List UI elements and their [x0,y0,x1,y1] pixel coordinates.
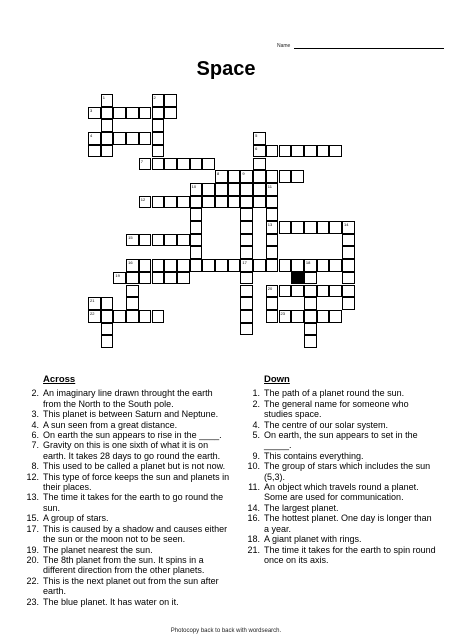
clue-number: 15 [128,234,133,240]
crossword-cell[interactable] [291,259,304,272]
crossword-cell[interactable] [291,221,304,234]
clue-text: The planet nearest the sun. [43,544,153,555]
crossword-cell[interactable] [126,234,139,247]
crossword-cell[interactable] [317,259,330,272]
crossword-cell[interactable] [342,259,355,272]
crossword-cell[interactable] [88,107,101,120]
down-clue [240,534,436,544]
clue-number: 21. [247,544,260,555]
crossword-cell[interactable] [113,107,126,120]
crossword-cell[interactable] [190,183,203,196]
crossword-cell[interactable] [88,132,101,145]
crossword-cell[interactable] [126,272,139,285]
clue-number: 8 [217,171,220,177]
clue-number: 3 [90,107,93,113]
across-clue [19,492,233,513]
crossword-cell[interactable] [240,272,253,285]
clue-number: 20. [26,554,39,565]
clue-text: An imaginary line drawn throught the earth from the North to the South pole. [43,388,213,409]
crossword-cell[interactable] [88,297,101,310]
clue-text: The blue planet. It has water on it. [43,596,179,607]
crossword-cell[interactable] [177,158,190,171]
crossword-cell[interactable] [240,259,253,272]
crossword-cell[interactable] [177,259,190,272]
clue-number: 23. [26,596,39,607]
clue-number: 7. [31,440,39,451]
down-clue [240,430,436,451]
clue-text: The group of stars which includes the sun (5,3). [264,461,431,482]
crossword-cell[interactable] [329,285,342,298]
crossword-cell[interactable] [266,170,279,183]
down-clue [240,399,436,420]
clue-number: 19 [115,272,120,278]
crossword-cell[interactable] [228,170,241,183]
crossword-cell[interactable] [126,259,139,272]
clue-number: 4. [31,419,39,430]
crossword-cell[interactable] [240,246,253,259]
crossword-cell[interactable] [240,196,253,209]
crossword-cell[interactable] [240,285,253,298]
crossword-cell[interactable] [279,145,292,158]
crossword-cell[interactable] [228,183,241,196]
clue-number: 6 [255,145,258,151]
crossword-cell[interactable] [202,259,215,272]
crossword-cell[interactable] [342,234,355,247]
crossword-cell[interactable] [253,145,266,158]
crossword-cell[interactable] [139,272,152,285]
crossword-cell[interactable] [113,310,126,323]
clue-number: 19. [26,544,39,555]
crossword-cell[interactable] [253,196,266,209]
clue-number: 4. [252,419,260,430]
clue-number: 16 [128,260,133,266]
crossword-cell[interactable] [304,323,317,336]
crossword-cell[interactable] [139,259,152,272]
crossword-cell[interactable] [152,234,165,247]
clue-number: 6. [31,430,39,441]
across-clue [19,430,233,440]
crossword-cell[interactable] [152,196,165,209]
down-clue-list [240,388,436,565]
clue-number: 22. [26,575,39,586]
down-clue [240,513,436,534]
across-clue-list [19,388,233,607]
page-title: Space [196,58,256,80]
across-clue [19,472,233,493]
crossword-cell[interactable] [279,221,292,234]
crossword-cell[interactable] [190,234,203,247]
crossword-cell[interactable] [304,145,317,158]
crossword-cell[interactable] [152,272,165,285]
crossword-cell[interactable] [291,145,304,158]
clue-number: 14. [247,502,260,513]
crossword-cell[interactable] [342,297,355,310]
clue-text: A sun seen from a great distance. [43,419,178,430]
clue-number: 13 [267,222,273,227]
crossword-cell[interactable] [139,158,152,171]
crossword-cell[interactable] [164,94,177,107]
crossword-cell[interactable] [266,145,279,158]
crossword-cell[interactable] [304,297,317,310]
clue-text: This is caused by a shadow and causes either the sun or the moon not to be seen. [43,523,228,545]
clue-number: 4 [90,133,93,139]
crossword-cell[interactable] [177,234,190,247]
crossword-cell[interactable] [329,145,342,158]
crossword-cell[interactable] [139,234,152,247]
crossword-cell[interactable] [139,196,152,209]
crossword-cell[interactable] [240,310,253,323]
crossword-cell[interactable] [228,196,241,209]
crossword-cell[interactable] [266,183,279,196]
clue-text: This used to be called a planet but is not now. [43,461,226,472]
crossword-cell[interactable] [253,170,266,183]
clue-number: 2. [252,398,260,409]
crossword-cell[interactable] [152,107,165,120]
clue-text: This type of force keeps the sun and planets in their places. [43,471,230,493]
crossword-cell[interactable] [215,183,228,196]
clue-number: 20 [267,285,273,291]
crossword-cell[interactable] [126,285,139,298]
crossword-cell[interactable] [266,297,279,310]
crossword-cell[interactable] [164,259,177,272]
clue-number: 11. [248,482,260,493]
crossword-cell[interactable] [253,132,266,145]
crossword-cell[interactable] [266,285,279,298]
crossword-cell[interactable] [253,183,266,196]
across-clue [19,513,233,523]
crossword-cell[interactable] [202,196,215,209]
clue-text: This is the next planet out from the sun after earth. [43,575,219,597]
clue-text: The general name for someone who studies space. [264,398,409,420]
crossword-cell[interactable] [152,145,165,158]
across-clue [19,420,233,430]
across-clue [19,409,233,419]
across-clue [19,576,233,597]
down-clue [240,503,436,513]
crossword-cell[interactable] [329,310,342,323]
crossword-cell[interactable] [126,310,139,323]
crossword-cell[interactable] [253,158,266,171]
crossword-cell[interactable] [240,297,253,310]
crossword-cell[interactable] [240,208,253,221]
crossword-cell[interactable] [101,119,114,132]
down-clue [240,388,436,398]
name-underline[interactable] [294,44,444,49]
crossword-cell[interactable] [291,170,304,183]
clue-number: 10. [247,461,260,472]
crossword-cell[interactable] [317,310,330,323]
down-clues [240,375,436,565]
crossword-cell[interactable] [329,259,342,272]
crossword-cell[interactable] [202,183,215,196]
crossword-cell[interactable] [101,297,114,310]
name-field[interactable] [277,43,444,49]
clue-text: On earth, the sun appears to set in the _____. [264,430,418,451]
crossword-cell[interactable] [101,323,114,336]
crossword-cell[interactable] [304,272,317,285]
crossword-cell[interactable] [240,234,253,247]
clue-number: 10 [191,183,197,189]
crossword-cell[interactable] [291,285,304,298]
clue-text: A giant planet with rings. [264,534,362,545]
crossword-cell[interactable] [266,208,279,221]
crossword-cell[interactable] [279,285,292,298]
crossword-cell[interactable] [126,107,139,120]
crossword-cell[interactable] [304,259,317,272]
crossword-grid [88,94,358,350]
crossword-cell[interactable] [304,285,317,298]
down-clue [240,482,436,503]
crossword-cell[interactable] [240,323,253,336]
across-clue [19,388,233,409]
clue-text: This planet is between Saturn and Neptune. [43,409,219,420]
crossword-cell[interactable] [126,297,139,310]
crossword-cell[interactable] [101,145,114,158]
crossword-cell[interactable] [190,246,203,259]
across-clues [19,375,233,607]
crossword-cell[interactable] [317,285,330,298]
clue-number: 2. [31,388,39,399]
crossword-cell[interactable] [202,158,215,171]
across-clue [19,440,233,461]
crossword-cell[interactable] [215,259,228,272]
clue-text: On earth the sun appears to rise in the ____. [43,430,222,441]
crossword-cell[interactable] [266,234,279,247]
clue-number: 13. [26,492,39,503]
crossword-cell[interactable] [342,221,355,234]
clue-number: 9 [242,171,245,177]
crossword-cell[interactable] [190,196,203,209]
clue-number: 12. [26,471,39,482]
crossword-cell[interactable] [266,221,279,234]
crossword-cell[interactable] [164,272,177,285]
crossword-cell[interactable] [215,170,228,183]
crossword-cell[interactable] [113,132,126,145]
crossword-cell[interactable] [101,94,114,107]
footer-note: Photocopy back to back with wordsearch. [170,628,282,634]
clue-number: 5 [255,133,258,139]
clue-text: This contains everything. [264,450,364,461]
clue-text: The centre of our solar system. [264,419,389,430]
clue-text: An object which travels round a planet. Some are used for communication. [264,482,419,503]
crossword-cell[interactable] [266,259,279,272]
clue-text: Gravity on this is one sixth of what it is on earth. It takes 28 days to go round the earth. [43,440,221,461]
clue-number: 22 [90,310,95,316]
down-clue [240,451,436,461]
crossword-cell[interactable] [152,119,165,132]
clue-number: 17 [242,260,247,266]
clue-number: 17. [26,523,39,534]
crossword-block [291,272,304,285]
crossword-cell[interactable] [240,183,253,196]
clue-number: 16. [247,513,260,524]
clue-text: The 8th planet from the sun. It spins in a different direction from the other planets. [43,554,205,576]
crossword-cell[interactable] [266,246,279,259]
crossword-cell[interactable] [253,259,266,272]
clue-text: The hottest planet. One day is longer than a year. [264,513,432,534]
crossword-cell[interactable] [152,94,165,107]
clue-text: A group of stars. [43,513,109,524]
clue-text: The time it takes for the earth to go round the sun. [43,492,224,513]
crossword-cell[interactable] [266,310,279,323]
crossword-cell[interactable] [139,107,152,120]
clue-number: 21 [90,298,95,304]
clue-number: 14 [344,222,349,227]
crossword-cell[interactable] [342,272,355,285]
clue-number: 18. [247,534,260,545]
crossword-cell[interactable] [164,158,177,171]
crossword-cell[interactable] [190,259,203,272]
crossword-cell[interactable] [279,170,292,183]
crossword-cell[interactable] [152,158,165,171]
crossword-cell[interactable] [304,221,317,234]
crossword-cell[interactable] [228,259,241,272]
crossword-cell[interactable] [304,335,317,348]
clue-text: The time it takes for the earth to spin round once on its axis. [264,544,436,565]
crossword-cell[interactable] [342,246,355,259]
crossword-cell[interactable] [279,310,292,323]
across-clue [19,555,233,576]
crossword-cell[interactable] [152,310,165,323]
across-clue [19,524,233,545]
crossword-cell[interactable] [101,132,114,145]
crossword-cell[interactable] [164,196,177,209]
name-label: Name [277,43,291,49]
crossword-cell[interactable] [215,196,228,209]
crossword-cell[interactable] [240,170,253,183]
crossword-cell[interactable] [317,221,330,234]
clue-text: The path of a planet round the sun. [264,388,405,399]
crossword-cell[interactable] [126,132,139,145]
crossword-cell[interactable] [266,196,279,209]
across-clue [19,545,233,555]
across-clue [19,597,233,607]
crossword-cell[interactable] [279,259,292,272]
crossword-cell[interactable] [139,310,152,323]
down-clue [240,545,436,566]
crossword-cell[interactable] [101,310,114,323]
crossword-cell[interactable] [177,272,190,285]
clue-number: 11 [267,183,272,189]
clue-number: 1. [252,388,260,399]
crossword-cell[interactable] [164,234,177,247]
clue-number: 3. [31,409,39,420]
crossword-cell[interactable] [152,132,165,145]
clue-number: 15. [26,513,39,524]
crossword-cell[interactable] [304,310,317,323]
crossword-cell[interactable] [113,272,126,285]
across-clue [19,461,233,471]
crossword-cell[interactable] [190,208,203,221]
down-heading: Down [264,374,290,385]
crossword-cell[interactable] [329,221,342,234]
crossword-cell[interactable] [342,285,355,298]
crossword-cell[interactable] [152,259,165,272]
clue-number: 23 [280,310,285,316]
clue-number: 18 [305,260,311,266]
crossword-cell[interactable] [240,221,253,234]
crossword-cell[interactable] [88,310,101,323]
crossword-cell[interactable] [190,221,203,234]
down-clue [240,420,436,430]
clue-text: The largest planet. [264,502,339,513]
clue-number: 7 [140,158,144,164]
clue-number: 12 [140,196,146,202]
down-clue [240,461,436,482]
crossword-cell[interactable] [317,145,330,158]
crossword-cell[interactable] [88,145,101,158]
clue-number: 8. [31,461,39,472]
clue-number: 2 [153,95,156,100]
clue-number: 1 [102,95,105,100]
crossword-cell[interactable] [291,310,304,323]
crossword-cell[interactable] [190,158,203,171]
crossword-cell[interactable] [164,107,177,120]
clue-number: 5. [252,430,260,441]
across-heading: Across [43,374,76,385]
crossword-cell[interactable] [139,132,152,145]
crossword-cell[interactable] [101,107,114,120]
crossword-cell[interactable] [101,335,114,348]
crossword-cell[interactable] [177,196,190,209]
clue-number: 9. [252,450,260,461]
